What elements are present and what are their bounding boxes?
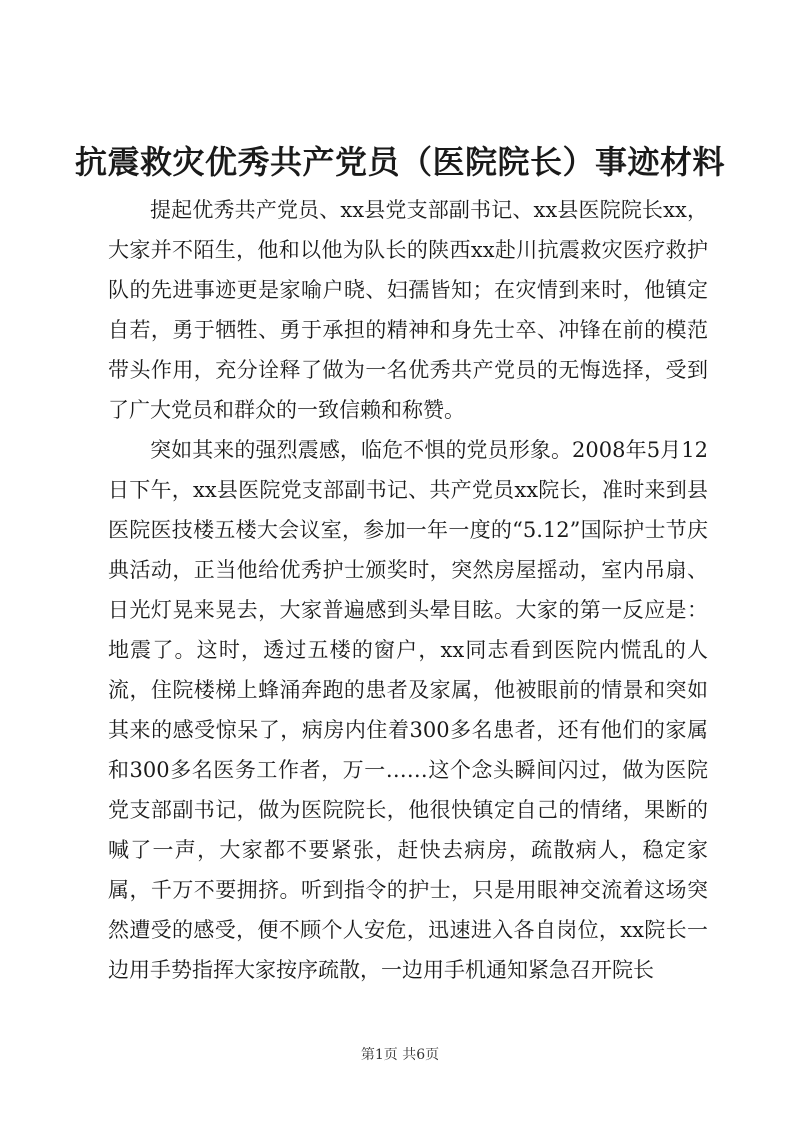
document-title: 抗震救灾优秀共产党员（医院院长）事迹材料 bbox=[74, 143, 725, 181]
paragraph-intro: 提起优秀共产党员、xx县党支部副书记、xx县医院院长xx，大家并不陌生，他和以他为队长的陕西xx赴川抗震救灾医疗救护队的先进事迹更是家喻户晓、妇孺皆知；在灾情到来时，他镇定自若，勇于牺牲、勇于承担的精神和身先士卒、冲锋在前的模范带头作用，充分诠释了做为一名优秀共产党员的无悔选择，受到了广大党员和群众的一致信赖和称赞。 bbox=[108, 198, 708, 422]
document-body bbox=[108, 190, 708, 990]
paragraph-earthquake: 突如其来的强烈震感，临危不惧的党员形象。2008年5月12日下午，xx县医院党支部副书记、共产党员xx院长，准时来到县医院医技楼五楼大会议室，参加一年一度的“5.12”国际护士节庆典活动，正当他给优秀护士颁奖时，突然房屋摇动，室内吊扇、日光灯晃来晃去，大家普遍感到头晕目眩。大家的第一反应是：地震了。这时，透过五楼的窗户，xx同志看到医院内慌乱的人流，住院楼梯上蜂涌奔跑的患者及家属，他被眼前的情景和突如其来的感受惊呆了，病房内住着300多名患者，还有他们的家属和300多名医务工作者，万一……这个念头瞬间闪过，做为医院党支部副书记，做为医院院长，他很快镇定自己的情绪，果断的喊了一声，大家都不要紧张，赶快去病房，疏散病人，稳定家属，千万不要拥挤。听到指令的护士，只是用眼神交流着这场突然遭受的感受，便不顾个人安危，迅速进入各自岗位，xx院长一边用手势指挥大家按序疏散，一边用手机通知紧急召开院长 bbox=[108, 438, 708, 982]
page-footer: 第1页 共6页 bbox=[360, 1047, 440, 1063]
